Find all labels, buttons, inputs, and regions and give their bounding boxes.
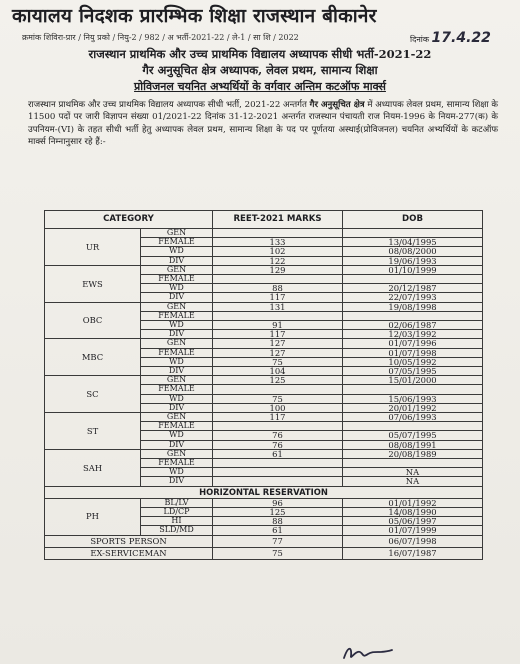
dob-cell: 05/07/1995 [343,431,483,440]
table-row [45,229,483,238]
marks-cell: 75 [213,394,343,403]
subcategory-cell: FEMALE [141,311,213,320]
subcategory-cell: GEN [141,413,213,422]
subcategory-cell: WD [141,357,213,366]
dob-cell: 08/08/2000 [343,247,483,256]
header-category: CATEGORY [45,211,213,229]
marks-cell [213,311,343,320]
subcategory-cell: WD [141,468,213,477]
subcategory-cell: GEN [141,376,213,385]
marks-cell: 117 [213,413,343,422]
marks-cell: 100 [213,403,343,412]
dob-cell [343,229,483,238]
subcategory-cell: DIV [141,293,213,302]
cutoff-table [44,210,483,560]
subcategory-cell: GEN [141,265,213,274]
horizontal-reservation-title: HORIZONTAL RESERVATION [45,486,483,498]
subcategory-cell: FEMALE [141,385,213,394]
dob-cell: 19/08/1998 [343,302,483,311]
subcategory-cell: DIV [141,256,213,265]
marks-cell: 125 [213,507,343,516]
subcategory-cell: SLD/MD [141,526,213,535]
dob-cell: 01/10/1999 [343,265,483,274]
subcategory-cell: HI [141,517,213,526]
table-row [45,535,483,547]
marks-cell [213,477,343,486]
dob-cell: 15/06/1993 [343,394,483,403]
marks-cell: 75 [213,357,343,366]
marks-cell: 104 [213,367,343,376]
marks-cell: 127 [213,339,343,348]
category-cell: EWS [45,265,141,302]
marks-cell: 61 [213,449,343,458]
header-marks: REET-2021 MARKS [213,211,343,229]
dob-cell [343,311,483,320]
subcategory-cell: FEMALE [141,238,213,247]
marks-cell: 117 [213,330,343,339]
paragraph-bold: गैर अनुसूचित क्षेत्र [309,100,365,110]
table-row [45,498,483,507]
dob-cell: 12/03/1992 [343,330,483,339]
dob-cell: 07/05/1995 [343,367,483,376]
dob-cell: NA [343,477,483,486]
dob-cell: 14/08/1990 [343,507,483,516]
subject-line-2: गैर अनुसूचित क्षेत्र अध्यापक, लेवल प्रथम, सामान्य शिक्षा [142,63,378,77]
reference-number: क्रमांक शिविरा-प्रार / नियु प्रको / नियु-2 / 982 / अ भर्ती-2021-22 / ले-1 / सा शि / 2022 [22,33,299,42]
dob-cell: 08/08/1991 [343,440,483,449]
dob-cell: 22/07/1993 [343,293,483,302]
subcategory-cell: FEMALE [141,422,213,431]
marks-cell [213,275,343,284]
dob-cell: 20/01/1992 [343,403,483,412]
dob-cell: 16/07/1987 [343,547,483,559]
table-header-row [45,211,483,229]
subcategory-cell: WD [141,284,213,293]
marks-cell: 76 [213,440,343,449]
table-row [45,547,483,559]
subcategory-cell: WD [141,321,213,330]
subcategory-cell: DIV [141,367,213,376]
dob-cell: 01/07/1996 [343,339,483,348]
horizontal-reservation-row [45,486,483,498]
subcategory-cell: BL/LV [141,498,213,507]
category-cell: PH [45,498,141,535]
marks-cell: 131 [213,302,343,311]
subcategory-cell: GEN [141,229,213,238]
paragraph-part-2: में अध्यापक लेवल प्रथम, सामान्य शिक्षा के 11500 पदों पर जारी विज्ञापन संख्या 01/2021-22 दिनांक 31-12-2021 अन्तर्गत राजस्थान पंचायती राज नियम-1996 के नियम-277(क) के उपनियम-(VI) के तहत सीधी भर्ती हेतु अध्यापक लेवल प्रथम, सामान्य शिक्षा के पद पर पूर्णतया अस्थाई(प्रोविजनल) चयनित अभ्यर्थियों के कटऑफ मार्क्स निम्नानुसार रहे हैं:- [28,100,499,148]
marks-cell: 117 [213,293,343,302]
marks-cell: 122 [213,256,343,265]
subcategory-cell: FEMALE [141,275,213,284]
table-body [45,229,483,560]
body-paragraph [28,99,498,149]
subcategory-cell: WD [141,247,213,256]
category-cell: SAH [45,449,141,486]
subcategory-cell: DIV [141,330,213,339]
dob-cell: 15/01/2000 [343,376,483,385]
marks-cell: 91 [213,321,343,330]
subcategory-cell: GEN [141,339,213,348]
dob-cell: 20/08/1989 [343,449,483,458]
signature-image [340,642,400,662]
category-cell: SPORTS PERSON [45,535,213,547]
dob-cell: 01/01/1992 [343,498,483,507]
marks-cell [213,229,343,238]
category-cell: MBC [45,339,141,376]
marks-cell: 125 [213,376,343,385]
dob-cell: 01/07/1998 [343,348,483,357]
marks-cell [213,422,343,431]
marks-cell: 88 [213,284,343,293]
category-cell: SC [45,376,141,413]
dob-cell: 05/06/1997 [343,517,483,526]
dob-cell: 13/04/1995 [343,238,483,247]
marks-cell: 76 [213,431,343,440]
subcategory-cell: WD [141,431,213,440]
subcategory-cell: FEMALE [141,459,213,468]
dob-cell: 02/06/1987 [343,321,483,330]
table-row [45,265,483,274]
marks-cell [213,459,343,468]
category-cell: EX-SERVICEMAN [45,547,213,559]
category-cell: ST [45,413,141,450]
table-row [45,339,483,348]
marks-cell: 133 [213,238,343,247]
marks-cell: 102 [213,247,343,256]
marks-cell [213,385,343,394]
table-row [45,449,483,458]
dob-cell: 10/05/1992 [343,357,483,366]
subcategory-cell: DIV [141,440,213,449]
office-title: कायालय निदशक प्रारम्भिक शिक्षा राजस्थान बीकानेर [12,5,377,27]
subcategory-cell: DIV [141,477,213,486]
dob-cell: 06/07/1998 [343,535,483,547]
dob-cell: 20/12/1987 [343,284,483,293]
marks-cell: 75 [213,547,343,559]
marks-cell: 88 [213,517,343,526]
header-dob: DOB [343,211,483,229]
dob-cell [343,459,483,468]
marks-cell: 96 [213,498,343,507]
marks-cell [213,468,343,477]
table-row [45,302,483,311]
date-label: दिनांक [410,35,429,44]
subcategory-cell: LD/CP [141,507,213,516]
paragraph-part-1: राजस्थान प्राथमिक और उच्च प्राथमिक विद्यालय अध्यापक सीधी भर्ती, 2021-22 अन्तर्गत [28,100,310,110]
date-line [410,30,491,46]
subject-line-3: प्रोविजनल चयनित अभ्यर्थियों के वर्गवार अन्तिम कटऑफ मार्क्स [134,80,386,93]
dob-cell [343,275,483,284]
subcategory-cell: GEN [141,449,213,458]
subcategory-cell: DIV [141,403,213,412]
table-row [45,413,483,422]
marks-cell: 77 [213,535,343,547]
subject-line-1: राजस्थान प्राथमिक और उच्च प्राथमिक विद्यालय अध्यापक सीधी भर्ती-2021-22 [88,47,432,61]
dob-cell: 07/06/1993 [343,413,483,422]
category-cell: OBC [45,302,141,339]
date-value: 17.4.22 [431,30,491,46]
subcategory-cell: WD [141,394,213,403]
dob-cell [343,422,483,431]
dob-cell: NA [343,468,483,477]
subcategory-cell: GEN [141,302,213,311]
marks-cell: 127 [213,348,343,357]
marks-cell: 61 [213,526,343,535]
table-row [45,376,483,385]
dob-cell [343,385,483,394]
subcategory-cell: FEMALE [141,348,213,357]
dob-cell: 01/07/1999 [343,526,483,535]
marks-cell: 129 [213,265,343,274]
dob-cell: 19/06/1993 [343,256,483,265]
category-cell: UR [45,229,141,266]
